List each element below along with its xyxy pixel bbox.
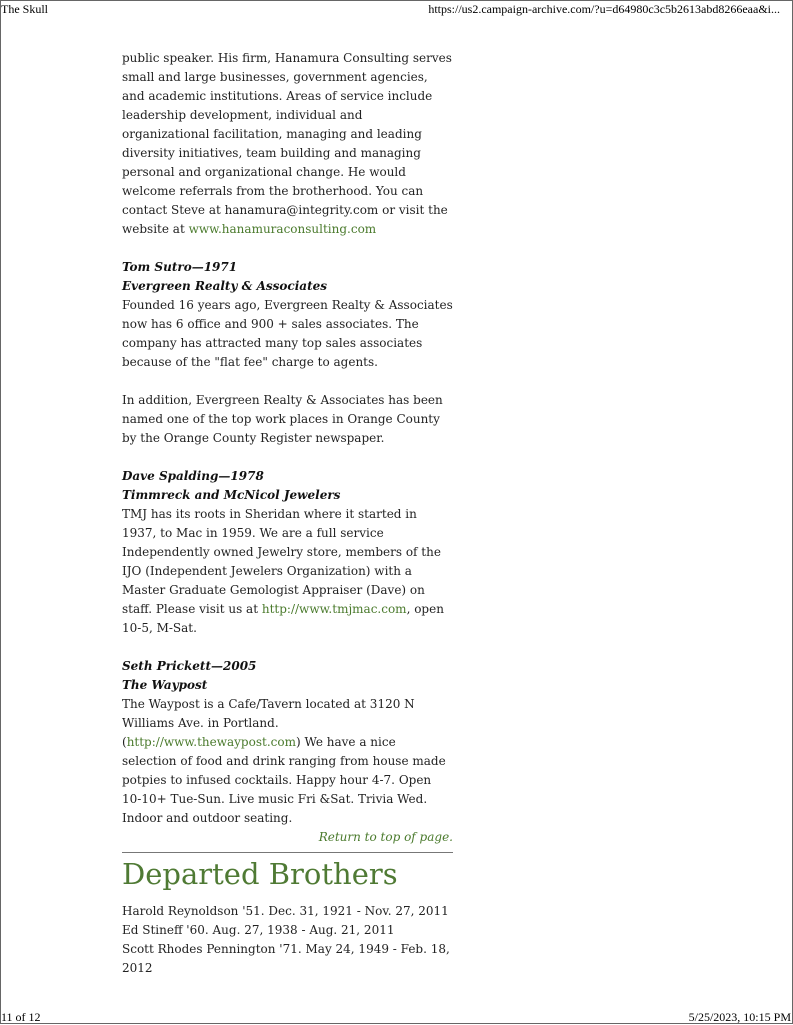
return-to-top-link[interactable]: Return to top of page. (318, 830, 453, 844)
member-name-seth: Seth Prickett—2005 (122, 659, 257, 673)
member-name-dave: Dave Spalding—1978 (122, 469, 264, 483)
print-footer-page-count: 11 of 12 (1, 1010, 41, 1024)
evergreen-paragraph-2: In addition, Evergreen Realty & Associates has been named one of the top work places in Orange County by the Orange County Register newspaper. (122, 393, 443, 445)
company-name-waypost: The Waypost (122, 678, 208, 692)
print-footer-datetime: 5/25/2023, 10:15 PM (688, 1010, 791, 1024)
departed-item: Ed Stineff '60. Aug. 27, 1938 - Aug. 21, 2011 (122, 923, 395, 937)
waypost-text: The Waypost is a Cafe/Tavern located at 3120 N Williams Ave. in Portland. ( (122, 697, 415, 749)
newsletter-content (122, 49, 453, 978)
waypost-link[interactable]: http://www.thewaypost.com (126, 735, 296, 749)
company-name-tmj: Timmreck and McNicol Jewelers (122, 488, 341, 502)
departed-item: Scott Rhodes Pennington '71. May 24, 1949 - Feb. 18, 2012 (122, 942, 450, 975)
section-divider (122, 852, 453, 853)
waypost-paragraph (122, 695, 453, 828)
waypost-text-after: ) We have a nice selection of food and drink ranging from house made potpies to infused cocktails. Happy hour 4-7. Open 10-10+ Tue-Sun. Live music Fri &Sat. Trivia Wed. Indoor and outdoor seating. (122, 735, 446, 825)
hanamura-link[interactable]: www.hanamuraconsulting.com (188, 222, 377, 236)
print-header-url: https://us2.campaign-archive.com/?u=d64980c3c5b2613abd8266eaa&i... (428, 2, 780, 16)
tmj-link[interactable]: http://www.tmjmac.com (261, 602, 407, 616)
departed-item: Harold Reynoldson '51. Dec. 31, 1921 - Nov. 27, 2011 (122, 904, 449, 918)
tmj-text: TMJ has its roots in Sheridan where it started in 1937, to Mac in 1959. We are a full service Independently owned Jewelry store, members of the IJO (Independent Jewelers Organization) with a Master Graduate Gemologist Appraiser (Dave) on staff. Please visit us at (122, 507, 441, 616)
intro-text: public speaker. His firm, Hanamura Consulting serves small and large businesses, government agencies, and academic institutions. Areas of service include leadership development, individual and organizational facilitation, managing and leading diversity initiatives, team building and managing personal and organizational change. He would welcome referrals from the brotherhood. You can contact Steve at hanamura@integrity.com or visit the website at (122, 51, 452, 236)
tmj-paragraph (122, 505, 453, 638)
company-name-evergreen: Evergreen Realty & Associates (122, 279, 328, 293)
intro-paragraph (122, 49, 453, 239)
print-header-title: The Skull (1, 2, 48, 16)
evergreen-paragraph-1: Founded 16 years ago, Evergreen Realty & Associates now has 6 office and 900 + sales associates. The company has attracted many top sales associates because of the "flat fee" charge to agents. (122, 298, 453, 369)
tmj-text-after: , open 10-5, M-Sat. (122, 602, 444, 635)
departed-brothers-title: Departed Brothers (122, 857, 398, 891)
member-name-tom: Tom Sutro—1971 (122, 260, 238, 274)
